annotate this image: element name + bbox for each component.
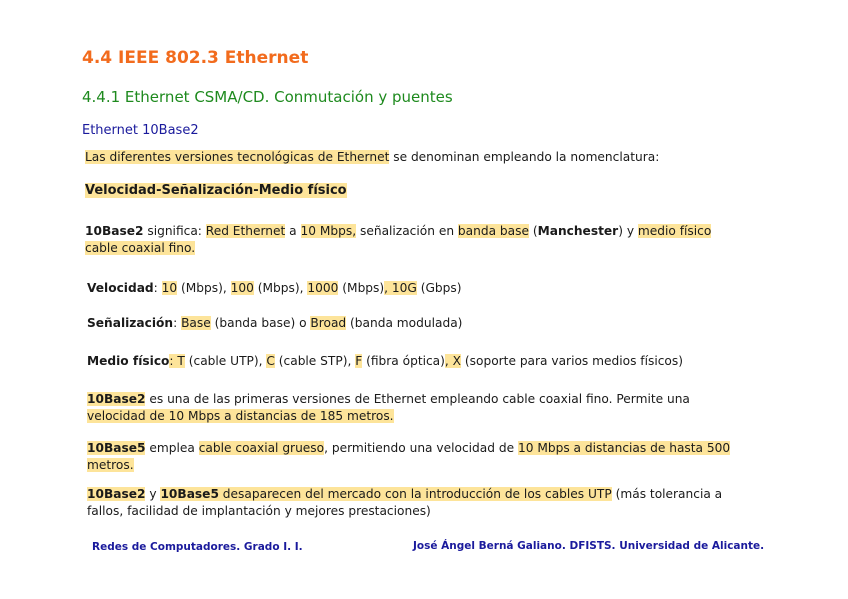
- 10base2-paragraph: [87, 391, 690, 425]
- meaning-text: señalización en: [356, 224, 458, 238]
- medium-label: Medio físico: [87, 354, 170, 368]
- medium-value: , X: [444, 354, 462, 368]
- speed-value: 1000: [307, 281, 339, 295]
- intro-text: se denominan empleando la nomenclatura:: [389, 150, 660, 164]
- meaning-encoding: Manchester: [537, 224, 619, 238]
- section-title: 4.4 IEEE 802.3 Ethernet: [82, 48, 309, 68]
- meaning-term: 10Base2: [85, 224, 144, 238]
- 10base2-term: 10Base2: [87, 392, 146, 406]
- meaning-highlight: Red Ethernet: [205, 224, 286, 238]
- footer-author: José Ángel Berná Galiano. DFISTS. Universidad de Alicante.: [413, 540, 765, 552]
- signaling-desc: (banda base) o: [210, 316, 311, 330]
- meaning-highlight: medio físico: [637, 224, 712, 238]
- subsection-title: 4.4.1 Ethernet CSMA/CD. Conmutación y puentes: [82, 88, 453, 106]
- speed-unit: (Mbps),: [253, 281, 308, 295]
- speed-text: :: [153, 281, 162, 295]
- signaling-value: Broad: [310, 316, 347, 330]
- meaning-text: ) y: [618, 224, 638, 238]
- 10base5-paragraph: [87, 440, 730, 474]
- 10base5-highlight: metros.: [87, 458, 134, 472]
- 10base5-highlight: 10 Mbps a distancias de hasta 500: [517, 441, 731, 455]
- speed-unit: (Mbps),: [177, 281, 231, 295]
- obsolete-text: fallos, facilidad de implantación y mejores prestaciones): [87, 504, 431, 518]
- meaning-highlight: 10 Mbps,: [300, 224, 357, 238]
- speed-label: Velocidad: [87, 281, 154, 295]
- speed-value: , 10G: [384, 281, 417, 295]
- medium-value: F: [355, 354, 363, 368]
- signaling-line: [87, 315, 462, 332]
- format-highlight: Velocidad-Señalización-Medio físico: [85, 183, 347, 198]
- speed-line: [87, 280, 462, 297]
- medium-line: [87, 353, 683, 370]
- medium-value: C: [266, 354, 275, 368]
- signaling-desc: (banda modulada): [346, 316, 463, 330]
- speed-unit: (Gbps): [416, 281, 462, 295]
- medium-desc: (cable STP),: [274, 354, 356, 368]
- obsolete-term: 10Base5: [160, 487, 219, 501]
- nomenclature-format: [85, 182, 347, 199]
- signaling-label: Señalización: [87, 316, 174, 330]
- 10base5-highlight: cable coaxial grueso: [198, 441, 325, 455]
- medium-desc: (cable UTP),: [184, 354, 267, 368]
- signaling-text: :: [173, 316, 182, 330]
- speed-value: 10: [161, 281, 178, 295]
- obsolete-highlight: desaparecen del mercado con la introducción de los cables UTP: [218, 487, 612, 501]
- intro-paragraph: [85, 149, 659, 166]
- meaning-text: (: [528, 224, 538, 238]
- meaning-highlight: banda base: [457, 224, 529, 238]
- medium-desc: (fibra óptica): [362, 354, 445, 368]
- meaning-paragraph: [85, 223, 711, 257]
- meaning-highlight: cable coaxial fino.: [85, 241, 196, 255]
- obsolete-term: 10Base2: [87, 487, 146, 501]
- signaling-value: Base: [181, 316, 211, 330]
- speed-unit: (Mbps): [338, 281, 385, 295]
- intro-highlight: Las diferentes versiones tecnológicas de Ethernet: [85, 150, 390, 164]
- 10base5-term: 10Base5: [87, 441, 146, 455]
- 10base5-text: emplea: [145, 441, 199, 455]
- obsolescence-paragraph: [87, 486, 722, 520]
- 10base2-highlight: velocidad de 10 Mbps a distancias de 185 metros.: [87, 409, 394, 423]
- medium-value: : T: [169, 354, 185, 368]
- obsolete-text: y: [145, 487, 161, 501]
- footer-course: Redes de Computadores. Grado I. I.: [92, 541, 303, 553]
- speed-value: 100: [230, 281, 254, 295]
- 10base2-text: es una de las primeras versiones de Ethernet empleando cable coaxial fino. Permite una: [145, 392, 690, 406]
- topic-title: Ethernet 10Base2: [82, 123, 199, 138]
- meaning-text: a: [285, 224, 301, 238]
- medium-desc: (soporte para varios medios físicos): [461, 354, 683, 368]
- 10base5-text: , permitiendo una velocidad de: [324, 441, 518, 455]
- meaning-text: significa:: [143, 224, 206, 238]
- obsolete-text: (más tolerancia a: [611, 487, 723, 501]
